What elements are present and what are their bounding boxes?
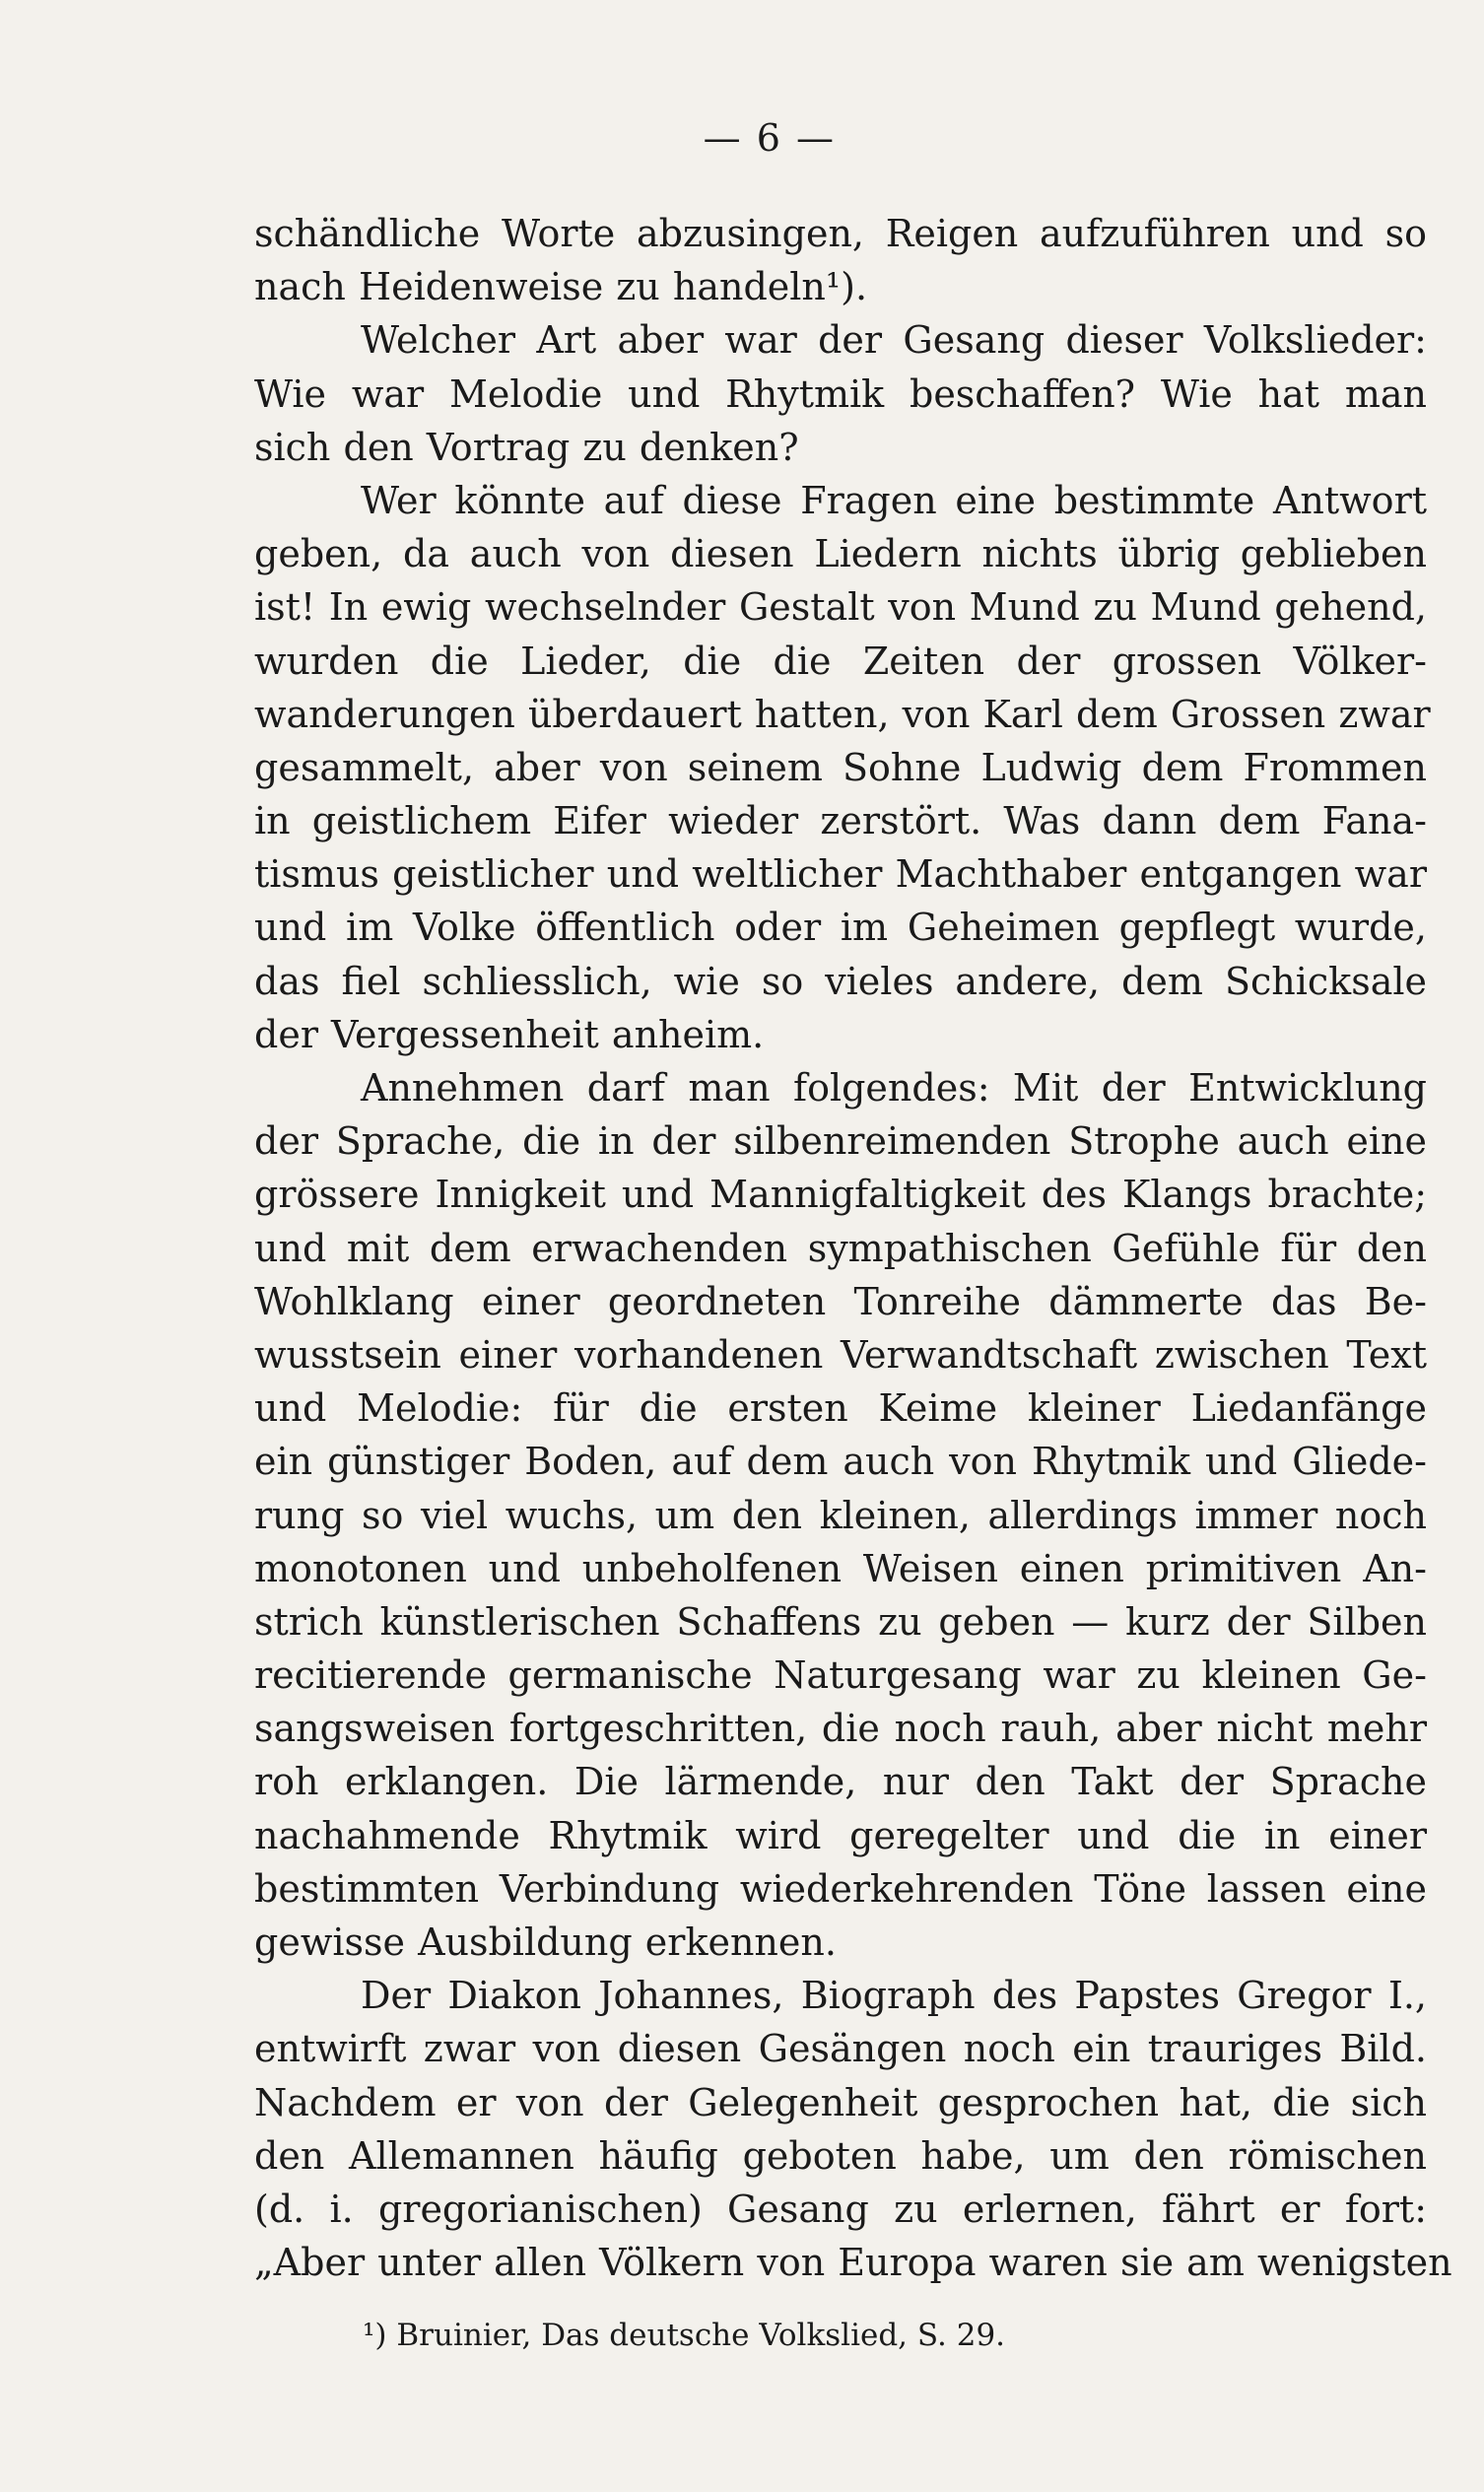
text-line: nach Heidenweise zu handeln¹).: [254, 265, 868, 309]
text-line: nachahmende Rhytmik wird geregelter und die in einer: [254, 1813, 1427, 1857]
text-line: das fiel schliesslich, wie so vieles andere, dem Schicksale: [254, 959, 1427, 1003]
text-line: monotonen und unbeholfenen Weisen einen primitiven An-: [254, 1546, 1427, 1590]
text-line: roh erklangen. Die lärmende, nur den Takt der Sprache: [254, 1760, 1427, 1804]
text-line: Annehmen darf man folgendes: Mit der Entwicklung: [361, 1066, 1427, 1110]
text-line: ist! In ewig wechselnder Gestalt von Mund zu Mund gehend,: [254, 585, 1427, 630]
text-line: Wie war Melodie und Rhytmik beschaffen? Wie hat man: [254, 371, 1427, 416]
text-line: gesammelt, aber von seinem Sohne Ludwig dem Frommen: [254, 745, 1427, 789]
page-number: — 6 —: [703, 116, 836, 160]
text-line: schändliche Worte abzusingen, Reigen aufzuführen und so: [254, 212, 1427, 255]
text-line: Welcher Art aber war der Gesang dieser Volkslieder:: [361, 318, 1427, 363]
text-line: wusstsein einer vorhandenen Verwandtschaft zwischen Text: [254, 1332, 1427, 1377]
text-line: in geistlichem Eifer wieder zerstört. Was dann dem Fana-: [254, 799, 1427, 843]
text-line: Nachdem er von der Gelegenheit gesprochen hat, die sich: [254, 2080, 1427, 2124]
text-line: sangsweisen fortgeschritten, die noch rauh, aber nicht mehr: [254, 1707, 1427, 1751]
text-line: der Sprache, die in der silbenreimenden Strophe auch eine: [254, 1119, 1427, 1164]
text-line: Wer könnte auf diese Fragen eine bestimmte Antwort: [361, 478, 1427, 522]
text-line: wanderungen überdauert hatten, von Karl dem Grossen zwar: [254, 692, 1431, 736]
text-line: wurden die Lieder, die die Zeiten der grossen Völker-: [254, 639, 1427, 683]
paragraph: [254, 313, 1427, 474]
text-line: bestimmten Verbindung wiederkehrenden Töne lassen eine: [254, 1866, 1427, 1911]
text-line: und Melodie: für die ersten Keime kleiner Liedanfänge: [254, 1386, 1427, 1431]
text-line: grössere Innigkeit und Mannigfaltigkeit des Klangs brachte;: [254, 1173, 1427, 1217]
text-line: und mit dem erwachenden sympathischen Gefühle für den: [254, 1226, 1427, 1270]
text-line: rung so viel wuchs, um den kleinen, allerdings immer noch: [254, 1493, 1427, 1537]
paragraph: [254, 207, 1427, 313]
text-line: und im Volke öffentlich oder im Geheimen gepflegt wurde,: [254, 906, 1427, 950]
paragraph: [254, 474, 1431, 1061]
text-line: strich künstlerischen Schaffens zu geben — kurz der Silben: [254, 1599, 1427, 1644]
text-line: der Vergessenheit anheim.: [254, 1012, 765, 1056]
text-line: entwirft zwar von diesen Gesängen noch ein trauriges Bild.: [254, 2027, 1427, 2071]
text-line: (d. i. gregorianischen) Gesang zu erlernen, fährt er fort:: [254, 2187, 1427, 2231]
text-line: ein günstiger Boden, auf dem auch von Rhytmik und Gliede-: [254, 1440, 1427, 1484]
body-text: [254, 207, 1452, 2289]
text-line: Der Diakon Johannes, Biograph des Papstes Gregor I.,: [361, 1974, 1427, 2018]
paragraph: [254, 1969, 1452, 2289]
paragraph: [254, 1061, 1427, 1969]
text-line: Wohlklang einer geordneten Tonreihe dämmerte das Be-: [254, 1279, 1427, 1323]
text-line: gewisse Ausbildung erkennen.: [254, 1920, 837, 1964]
text-line: geben, da auch von diesen Liedern nichts übrig geblieben: [254, 532, 1427, 576]
text-line: den Allemannen häufig geboten habe, um den römischen: [254, 2133, 1427, 2178]
text-line: „Aber unter allen Völkern von Europa waren sie am wenigsten: [254, 2241, 1452, 2285]
text-line: recitierende germanische Naturgesang war zu kleinen Ge-: [254, 1653, 1427, 1698]
footnote: ¹) Bruinier, Das deutsche Volkslied, S. 29.: [363, 2318, 1006, 2353]
text-line: tismus geistlicher und weltlicher Machthaber entgangen war: [254, 852, 1427, 897]
text-line: sich den Vortrag zu denken?: [254, 425, 799, 469]
